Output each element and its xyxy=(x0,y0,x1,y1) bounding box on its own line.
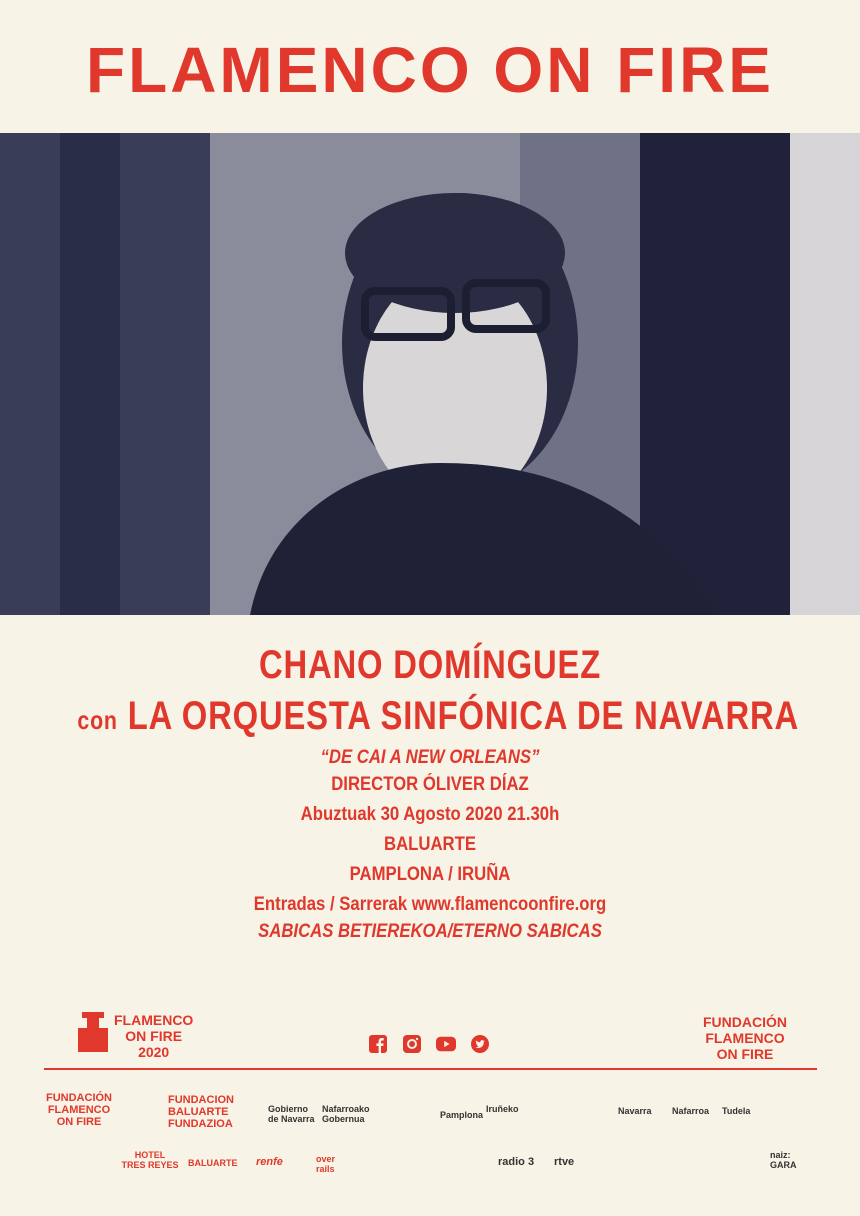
sponsor-text: naiz: xyxy=(770,1150,791,1160)
dancer-icon xyxy=(78,1012,108,1052)
ensemble-line xyxy=(77,690,800,746)
footer-divider xyxy=(44,1068,817,1070)
logo-line-2: ON FIRE xyxy=(125,1028,183,1044)
sponsor-text: BALUARTE xyxy=(168,1106,229,1118)
city: PAMPLONA / IRUÑA xyxy=(349,864,511,885)
sponsor-text: FUNDACION xyxy=(168,1094,234,1106)
sponsor-text: FLAMENCO xyxy=(47,1104,111,1116)
foundation-logo xyxy=(700,1014,790,1062)
foundation-line-3: ON FIRE xyxy=(716,1046,774,1062)
sponsor-nafarroa: Nafarroa xyxy=(672,1106,710,1116)
event-date: Abuztuak 30 Agosto 2020 21.30h xyxy=(300,804,560,825)
sponsor-text: GARA xyxy=(770,1160,797,1170)
sponsor-text: FUNDAZIOA xyxy=(168,1118,233,1130)
sponsor-gobierno-navarra xyxy=(268,1104,315,1124)
director: DIRECTOR ÓLIVER DÍAZ xyxy=(331,774,529,795)
sponsor-iruneko: Iruñeko xyxy=(486,1104,519,1114)
sponsor-text: FUNDACIÓN xyxy=(46,1092,112,1104)
sponsor-navarra: Navarra xyxy=(618,1106,652,1116)
logo-line-3: 2020 xyxy=(138,1044,170,1060)
program-title: “DE CAI A NEW ORLEANS” xyxy=(320,747,540,768)
tribute: SABICAS BETIEREKOA/ETERNO SABICAS xyxy=(258,921,602,942)
sponsor-text: TRES REYES xyxy=(121,1160,179,1170)
sponsor-fundacion-flamenco xyxy=(44,1092,114,1128)
sponsor-text: Gobierno xyxy=(268,1104,308,1114)
sponsor-pamplona: Pamplona xyxy=(440,1110,484,1120)
facebook-icon[interactable] xyxy=(368,1034,388,1054)
sponsor-text: over xyxy=(316,1154,336,1164)
social-links xyxy=(368,1034,490,1054)
sponsor-hotel-tres-reyes xyxy=(120,1150,180,1170)
sponsor-text: Gobernua xyxy=(322,1114,365,1124)
sponsor-text: rails xyxy=(316,1164,335,1174)
sponsor-radio3: radio 3 xyxy=(498,1156,535,1168)
foundation-line-2: FLAMENCO xyxy=(705,1030,785,1046)
sponsor-text: de Navarra xyxy=(268,1114,315,1124)
sponsor-text: ON FIRE xyxy=(56,1116,102,1128)
sponsor-text: HOTEL xyxy=(134,1150,166,1160)
sponsor-rtve: rtve xyxy=(554,1156,575,1168)
tickets-info: Entradas / Sarrerak www.flamencoonfire.org xyxy=(253,894,607,915)
sponsor-naiz-gara xyxy=(770,1150,797,1170)
sponsor-nafarroako-gobernua xyxy=(322,1104,370,1124)
sponsor-baluarte: BALUARTE xyxy=(188,1158,238,1168)
artist-photo xyxy=(0,133,860,615)
foundation-line-1: FUNDACIÓN xyxy=(703,1014,787,1030)
festival-logo xyxy=(78,1012,193,1060)
instagram-icon[interactable] xyxy=(402,1034,422,1054)
poster-title: FLAMENCO ON FIRE xyxy=(86,34,774,106)
youtube-icon[interactable] xyxy=(436,1034,456,1054)
con-label: con xyxy=(77,705,118,735)
sponsor-renfe: renfe xyxy=(256,1156,283,1168)
sponsor-text: Nafarroako xyxy=(322,1104,370,1114)
twitter-icon[interactable] xyxy=(470,1034,490,1054)
sponsor-over-rails xyxy=(316,1154,335,1174)
venue: BALUARTE xyxy=(384,834,476,855)
sponsor-fundacion-baluarte xyxy=(168,1094,248,1130)
event-info xyxy=(0,640,860,944)
logo-line-1: FLAMENCO xyxy=(114,1012,194,1028)
artist-name: CHANO DOMÍNGUEZ xyxy=(258,643,602,687)
ensemble-name: LA ORQUESTA SINFÓNICA DE NAVARRA xyxy=(127,694,800,738)
sponsor-tudela: Tudela xyxy=(722,1106,751,1116)
